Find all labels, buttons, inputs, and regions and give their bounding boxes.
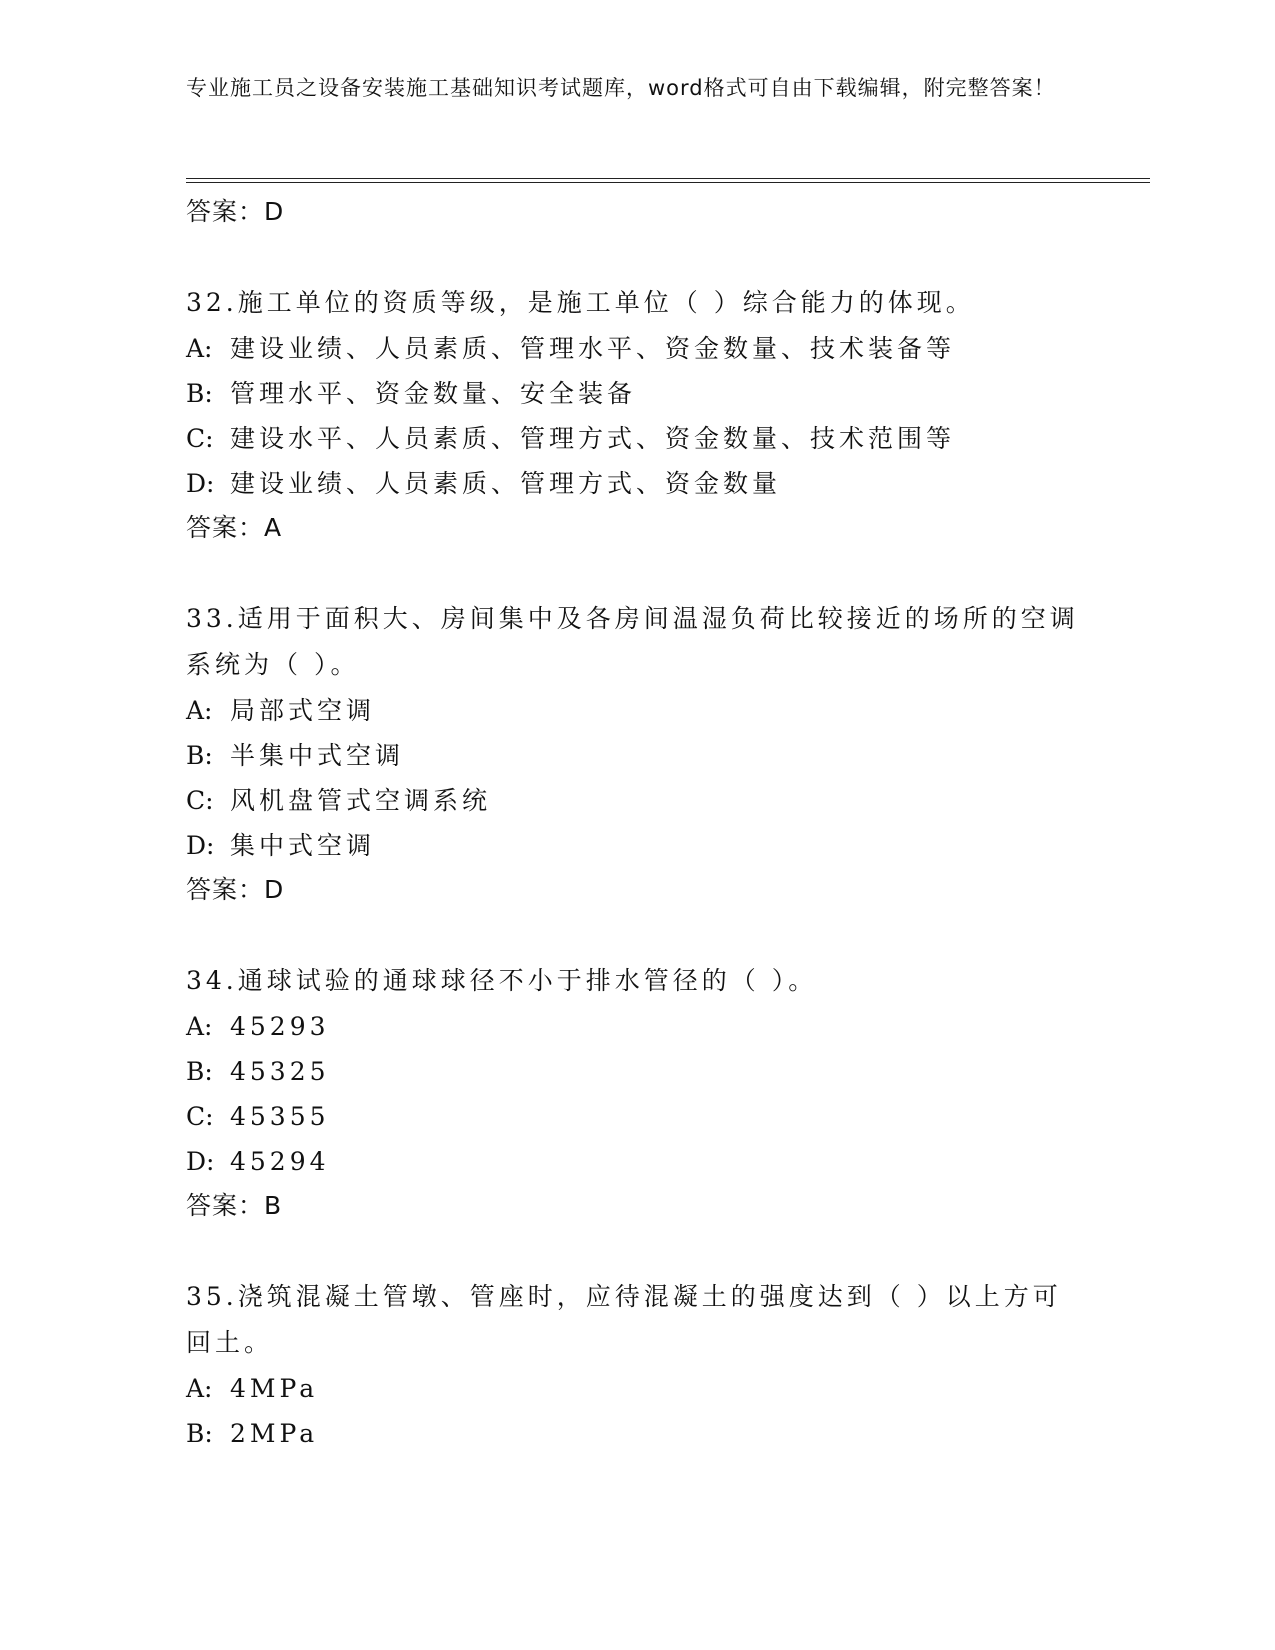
- option-a: [186, 688, 1086, 733]
- option-letter: B:: [186, 379, 213, 408]
- option-text: 2MPa: [230, 1419, 319, 1448]
- question-text: 34.通球试验的通球球径不小于排水管径的（ ）。: [186, 966, 818, 995]
- option-letter: C:: [186, 424, 214, 453]
- question-text: 35.浇筑混凝土管墩、管座时，应待混凝土的强度达到（ ）以上方可回土。: [186, 1282, 1062, 1357]
- option-text: 建设业绩、人员素质、管理水平、资金数量、技术装备等: [230, 334, 956, 363]
- option-letter: B:: [186, 741, 213, 770]
- option-c: [186, 416, 1086, 461]
- option-text: 45293: [230, 1012, 330, 1041]
- option-text: 局部式空调: [230, 696, 376, 725]
- option-text: 风机盘管式空调系统: [230, 786, 492, 815]
- option-b: [186, 1411, 1086, 1456]
- question-34: [186, 958, 1086, 1228]
- option-text: 45325: [230, 1057, 330, 1086]
- question-32: [186, 280, 1086, 550]
- question-list: [186, 190, 1086, 1456]
- option-a: [186, 326, 1086, 371]
- option-c: [186, 1094, 1086, 1139]
- option-letter: C:: [186, 1102, 214, 1131]
- option-letter: D:: [186, 831, 215, 860]
- option-d: [186, 823, 1086, 868]
- option-letter: D:: [186, 469, 215, 498]
- option-letter: C:: [186, 786, 214, 815]
- option-b: [186, 371, 1086, 416]
- option-a: [186, 1366, 1086, 1411]
- option-letter: A:: [186, 1374, 213, 1403]
- option-letter: A:: [186, 696, 213, 725]
- option-text: 半集中式空调: [230, 741, 405, 770]
- option-text: 建设业绩、人员素质、管理方式、资金数量: [230, 469, 782, 498]
- option-c: [186, 778, 1086, 823]
- header-title: 专业施工员之设备安装施工基础知识考试题库，word格式可自由下载编辑，附完整答案！: [186, 76, 1056, 100]
- page-header: [186, 72, 1066, 104]
- option-text: 集中式空调: [230, 831, 376, 860]
- option-d: [186, 461, 1086, 506]
- option-text: 45294: [230, 1147, 330, 1176]
- answer-label: 答案：D: [186, 875, 285, 904]
- option-text: 建设水平、人员素质、管理方式、资金数量、技术范围等: [230, 424, 956, 453]
- question-33: [186, 596, 1086, 912]
- answer-label: 答案：A: [186, 513, 283, 542]
- option-letter: B:: [186, 1057, 213, 1086]
- option-b: [186, 733, 1086, 778]
- option-letter: A:: [186, 334, 213, 363]
- question-text: 32.施工单位的资质等级，是施工单位（ ）综合能力的体现。: [186, 288, 975, 317]
- previous-answer: 答案：D: [186, 197, 285, 226]
- option-text: 4MPa: [230, 1374, 319, 1403]
- option-a: [186, 1004, 1086, 1049]
- option-letter: D:: [186, 1147, 215, 1176]
- option-letter: B:: [186, 1419, 213, 1448]
- option-d: [186, 1139, 1086, 1184]
- question-35: [186, 1274, 1086, 1456]
- option-text: 管理水平、资金数量、安全装备: [230, 379, 637, 408]
- question-text: 33.适用于面积大、房间集中及各房间温湿负荷比较接近的场所的空调系统为（ ）。: [186, 604, 1079, 679]
- answer-label: 答案：B: [186, 1191, 283, 1220]
- header-divider: [186, 178, 1150, 183]
- option-text: 45355: [230, 1102, 330, 1131]
- option-letter: A:: [186, 1012, 213, 1041]
- option-b: [186, 1049, 1086, 1094]
